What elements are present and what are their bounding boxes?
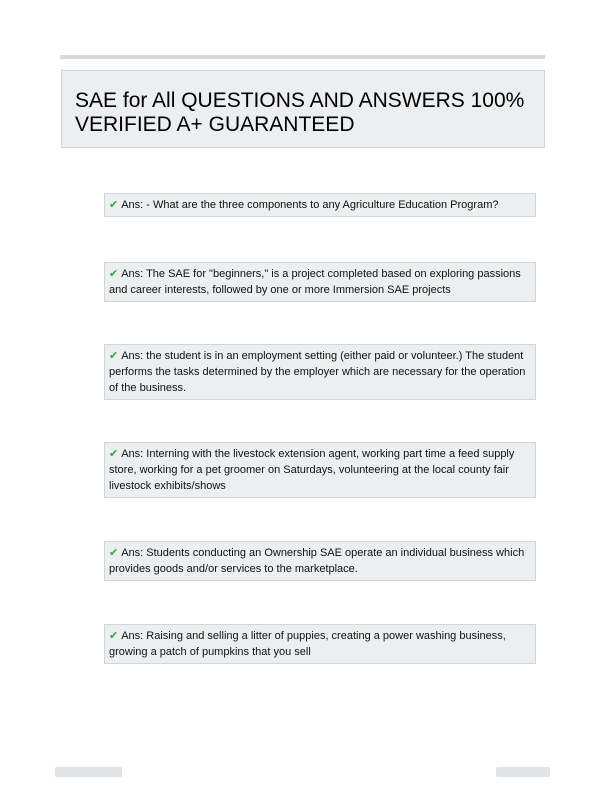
answer-text: Ans: Interning with the livestock extension agent, working part time a feed supply store, working for a pet groomer on Saturdays, volunteering at the local county fair livestock exhibits/shows <box>109 448 515 492</box>
check-icon: ✔ <box>109 630 119 642</box>
check-icon: ✔ <box>109 268 119 280</box>
answer-box-4 <box>104 442 536 498</box>
answer-text: Ans: - What are the three components to any Agriculture Education Program? <box>121 199 499 211</box>
check-icon: ✔ <box>109 350 119 362</box>
document-title: SAE for All QUESTIONS AND ANSWERS 100% VERIFIED A+ GUARANTEED <box>75 89 525 136</box>
check-icon: ✔ <box>109 199 119 211</box>
answer-text: Ans: Students conducting an Ownership SAE operate an individual business which provides goods and/or services to the marketplace. <box>109 547 525 575</box>
answer-box-3 <box>104 344 536 400</box>
footer-watermark-left <box>55 767 122 777</box>
answer-box-2 <box>104 262 536 302</box>
document-title-box <box>61 70 545 148</box>
answer-box-1 <box>104 193 536 217</box>
check-icon: ✔ <box>109 547 119 559</box>
answer-text: Ans: The SAE for "beginners," is a project completed based on exploring passions and career interests, followed by one or more Immersion SAE projects <box>109 268 521 296</box>
check-icon: ✔ <box>109 448 119 460</box>
answer-box-6 <box>104 624 536 664</box>
answer-box-5 <box>104 541 536 581</box>
footer-watermark-right <box>496 767 550 777</box>
answer-text: Ans: the student is in an employment setting (either paid or volunteer.) The student performs the tasks determined by the employer which are necessary for the operation of the business. <box>109 350 526 394</box>
top-divider <box>60 55 545 59</box>
answer-text: Ans: Raising and selling a litter of puppies, creating a power washing business, growing a patch of pumpkins that you sell <box>109 630 506 658</box>
